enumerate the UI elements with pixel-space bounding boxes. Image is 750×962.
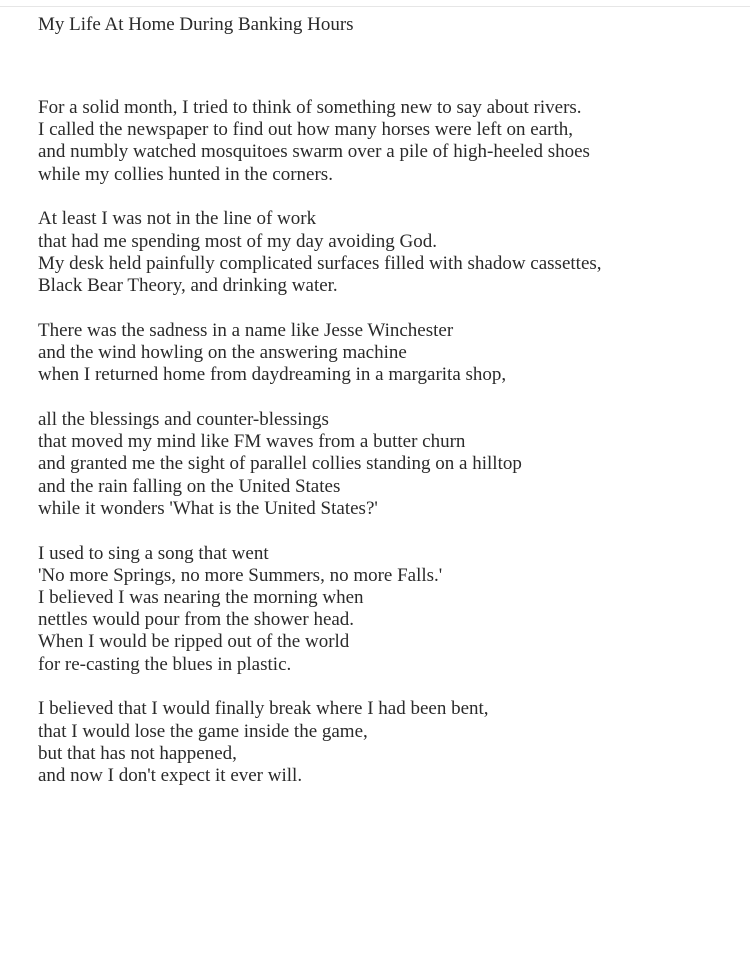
poem-line: At least I was not in the line of work	[38, 208, 317, 230]
poem-line: while it wonders 'What is the United States?'	[38, 497, 378, 519]
poem-line: all the blessings and counter-blessings	[38, 409, 329, 431]
poem-line: I used to sing a song that went	[38, 542, 269, 564]
poem-line: when I returned home from daydreaming in a margarita shop,	[38, 364, 507, 386]
poem-line: and numbly watched mosquitoes swarm over a pile of high-heeled shoes	[38, 141, 590, 163]
poem-stanza	[38, 320, 743, 387]
poem-line: For a solid month, I tried to think of something new to say about rivers.	[38, 97, 582, 118]
poem-body	[38, 97, 743, 810]
poem-line: I believed that I would finally break where I had been bent,	[38, 698, 489, 720]
poem-line: and the wind howling on the answering machine	[38, 342, 407, 364]
poem-line: that had me spending most of my day avoiding God.	[38, 230, 437, 252]
poem-line: When I would be ripped out of the world	[38, 631, 350, 653]
poem-stanza	[38, 97, 743, 186]
poem-line: that I would lose the game inside the game,	[38, 720, 368, 742]
poem-line: My desk held painfully complicated surfaces filled with shadow cassettes,	[38, 252, 602, 274]
poem-stanza	[38, 409, 743, 520]
poem-line: while my collies hunted in the corners.	[38, 163, 333, 185]
poem-title: My Life At Home During Banking Hours	[38, 14, 354, 35]
poem-line: and now I don't expect it ever will.	[38, 765, 303, 787]
poem-line: I believed I was nearing the morning when	[38, 587, 364, 609]
poem-line: for re-casting the blues in plastic.	[38, 653, 292, 675]
poem-line: 'No more Springs, no more Summers, no more Falls.'	[38, 564, 443, 586]
poem-stanza	[38, 543, 743, 676]
top-divider	[0, 0, 750, 7]
poem-line: Black Bear Theory, and drinking water.	[38, 275, 338, 297]
poem-stanza	[38, 698, 743, 787]
poem-line: I called the newspaper to find out how many horses were left on earth,	[38, 119, 573, 141]
poem-stanza	[38, 208, 743, 297]
poem-line: and the rain falling on the United States	[38, 475, 341, 497]
poem-line: nettles would pour from the shower head.	[38, 609, 355, 631]
poem-line: There was the sadness in a name like Jesse Winchester	[38, 319, 454, 341]
poem-line: and granted me the sight of parallel collies standing on a hilltop	[38, 453, 522, 475]
poem-line: that moved my mind like FM waves from a butter churn	[38, 431, 466, 453]
poem-line: but that has not happened,	[38, 742, 237, 764]
